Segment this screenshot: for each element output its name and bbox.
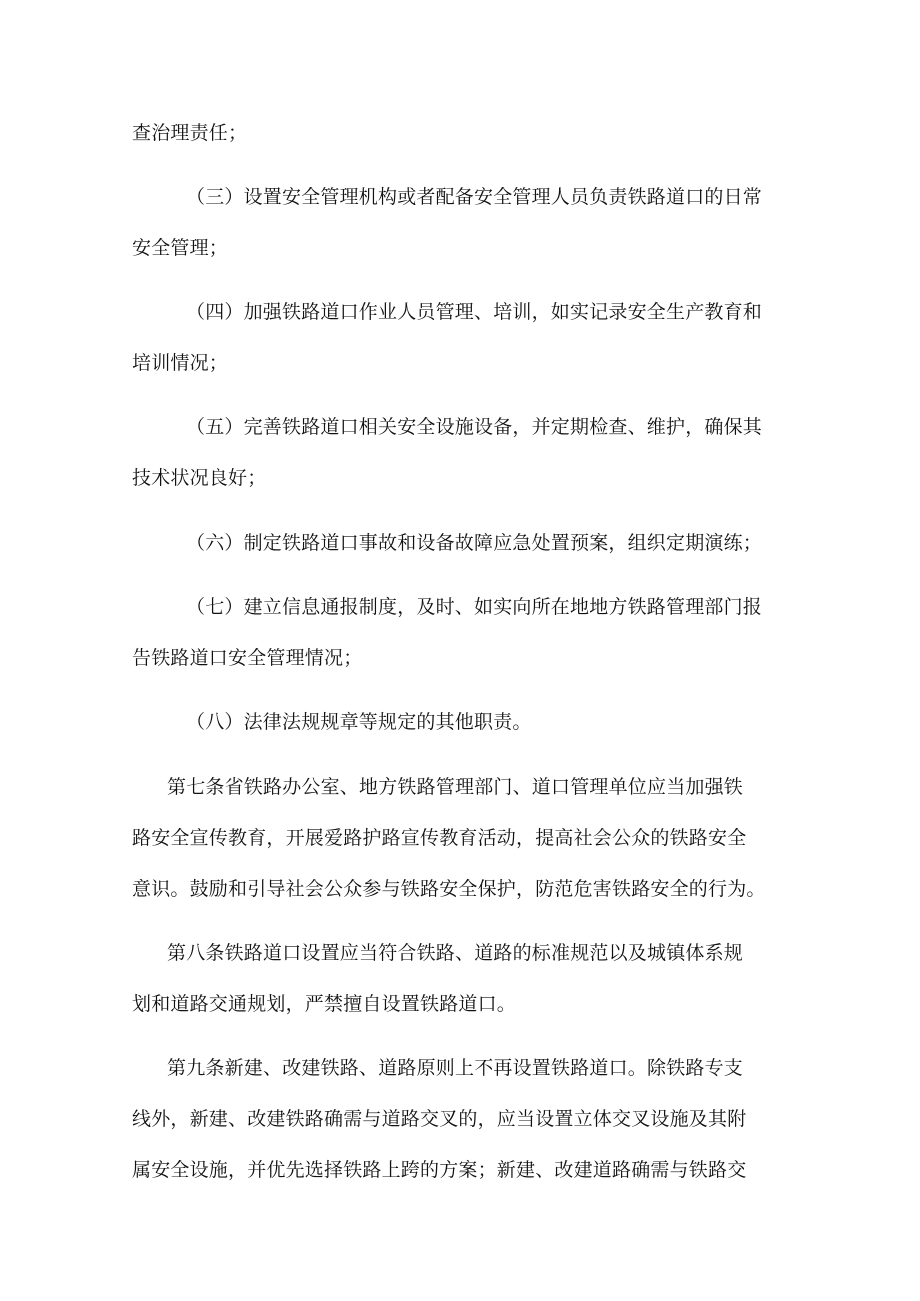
text-line: 第七条省铁路办公室、地方铁路管理部门、道口管理单位应当加强铁 (167, 776, 744, 798)
text-line: 属安全设施，并优先选择铁路上跨的方案；新建、改建道路确需与铁路交 (132, 1159, 747, 1181)
text-line: 培训情况； (132, 352, 229, 374)
text-line: 第八条铁路道口设置应当符合铁路、道路的标准规范以及城镇体系规 (167, 942, 744, 964)
text-line: （七）建立信息通报制度，及时、如实向所在地地方铁路管理部门报 (186, 596, 763, 618)
text-line: （三）设置安全管理机构或者配备安全管理人员负责铁路道口的日常 (186, 186, 763, 208)
text-line: 安全管理； (132, 237, 229, 259)
text-line: 意识。鼓励和引导社会公众参与铁路安全保护，防范危害铁路安全的行为。 (132, 878, 766, 900)
text-line: （五）完善铁路道口相关安全设施设备，并定期检查、维护，确保其 (186, 416, 763, 438)
text-line: （八）法律法规规章等规定的其他职责。 (186, 711, 532, 733)
text-line: （四）加强铁路道口作业人员管理、培训，如实记录安全生产教育和 (186, 301, 763, 323)
text-line: 查治理责任； (132, 122, 248, 144)
text-line: 线外，新建、改建铁路确需与道路交叉的，应当设置立体交叉设施及其附 (132, 1108, 747, 1130)
text-line: 划和道路交通规划，严禁擅自设置铁路道口。 (132, 993, 517, 1015)
text-line: 第九条新建、改建铁路、道路原则上不再设置铁路道口。除铁路专支 (167, 1057, 744, 1079)
text-line: （六）制定铁路道口事故和设备故障应急处置预案，组织定期演练； (186, 532, 763, 554)
text-line: 技术状况良好； (132, 467, 267, 489)
text-line: 路安全宣传教育，开展爱路护路宣传教育活动，提高社会公众的铁路安全 (132, 827, 747, 849)
text-line: 告铁路道口安全管理情况； (132, 647, 363, 669)
